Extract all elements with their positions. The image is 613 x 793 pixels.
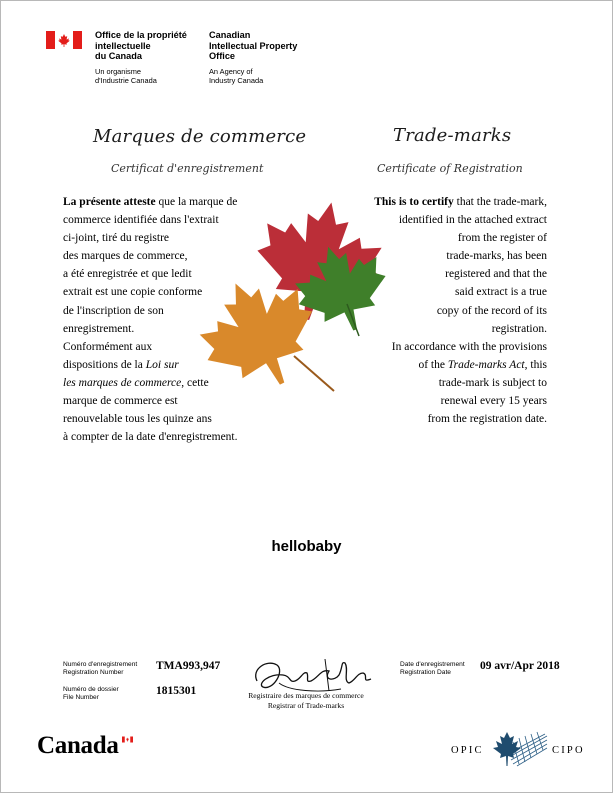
certification-text-en: This is to certify that the trade-mark, identified in the attached extract from the register of trade-marks, has been registered and that the said extract is a true copy of the record of its registration. In accordance with the provisions of the Trade-marks Act, this trade-mark is subject to renewal every 15 years from the registration date.	[374, 196, 547, 426]
cipo-logo-icon	[489, 726, 549, 768]
canada-wordmark: Canada	[37, 732, 119, 759]
registrar-title: Registraire des marques de commerce Registrar of Trade-marks	[248, 691, 364, 710]
office-name-en: Canadian Intellectual Property Office	[209, 30, 298, 61]
title-fr: Marques de commerce	[93, 126, 307, 147]
title-en: Trade-marks	[393, 125, 512, 146]
registration-number: TMA993,947	[156, 660, 221, 672]
agency-note-en: An Agency of Industry Canada	[209, 67, 264, 85]
canada-flag-icon	[46, 31, 82, 49]
registration-date: 09 avr/Apr 2018	[480, 660, 560, 672]
file-number-label: Numéro de dossier File Number	[63, 686, 119, 701]
registration-date-label: Date d'enregistrement Registration Date	[400, 661, 465, 676]
agency-note-fr: Un organisme d'Industrie Canada	[95, 67, 157, 85]
subtitle-fr: Certificat d'enregistrement	[111, 162, 264, 175]
office-name-fr: Office de la propriété intellectuelle du Canada	[95, 30, 187, 61]
subtitle-en: Certificate of Registration	[377, 162, 523, 175]
canada-wordmark-flag-icon	[122, 736, 133, 743]
cipo-label: CIPO	[552, 745, 585, 756]
registration-number-label: Numéro d'enregistrement Registration Number	[63, 661, 138, 676]
trademark-name: hellobaby	[271, 538, 342, 555]
certification-text-fr: La présente atteste que la marque de commerce identifiée dans l'extrait ci-joint, tiré du registre des marques de commerce, a été enregistrée et que ledit extrait est une copie conforme de l'inscription de son enregistrement. Conformément aux dispositions de la Loi sur les marques de commerce, cette marque de commerce est renouvelable tous les quinze ans à compter de la date d'enregistrement.	[63, 196, 238, 444]
opic-label: OPIC	[451, 745, 484, 756]
file-number: 1815301	[156, 685, 197, 697]
